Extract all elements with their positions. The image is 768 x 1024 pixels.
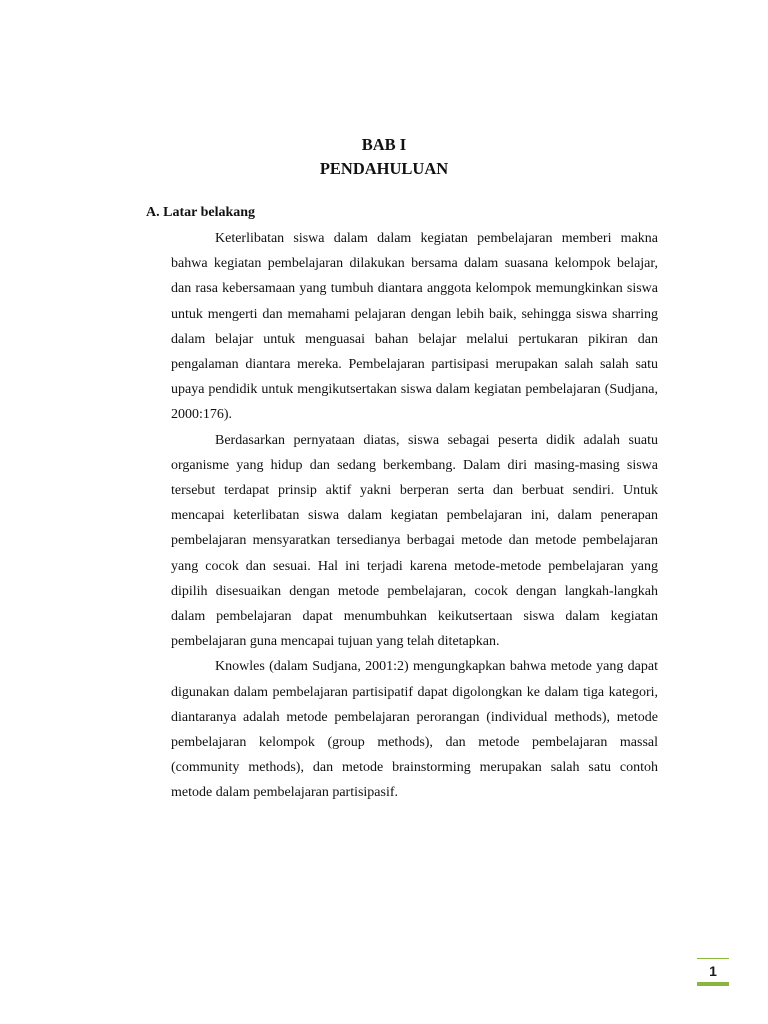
paragraph-1: Keterlibatan siswa dalam dalam kegiatan pembelajaran memberi makna bahwa kegiatan pembelajaran dilakukan bersama dalam suasana kelompok belajar, dan rasa kebersamaan yang tumbuh diantara anggota kelompok memungkinkan siswa untuk mengerti dan memahami pelajaran dengan lebih baik, sehingga siswa sharring dalam belajar untuk menguasai bahan belajar melalui pertukaran pikiran dan pengalaman diantara mereka. Pembelajaran partisipasi merupakan salah salah satu upaya pendidik untuk mengikutsertakan siswa dalam kegiatan pembelajaran (Sudjana, 2000:176). — [171, 231, 658, 423]
chapter-name: PENDAHULUAN — [319, 159, 449, 178]
chapter-title — [0, 133, 768, 181]
page-number-bottom-rule — [697, 982, 729, 986]
paragraph-3: Knowles (dalam Sudjana, 2001:2) mengungkapkan bahwa metode yang dapat digunakan dalam pembelajaran partisipatif dapat digolongkan ke dalam tiga kategori, diantaranya adalah metode pembelajaran perorangan (individual methods), metode pembelajaran kelompok (group methods), dan metode pembelajaran massal (community methods), dan metode brainstorming merupakan salah satu contoh metode dalam pembelajaran partisipasif. — [171, 659, 658, 801]
section-heading: A. Latar belakang — [146, 205, 256, 220]
body-text — [171, 226, 658, 806]
page-number: 1 — [709, 963, 717, 979]
chapter-number: BAB I — [361, 135, 407, 154]
page-number-box — [697, 958, 729, 986]
paragraph-2: Berdasarkan pernyataan diatas, siswa sebagai peserta didik adalah suatu organisme yang hidup dan sedang berkembang. Dalam diri masing-masing siswa tersebut terdapat prinsip aktif yakni berperan serta dan berbuat sendiri. Untuk mencapai keterlibatan siswa dalam kegiatan pembelajaran ini, dalam penerapan pembelajaran mensyaratkan tersedianya berbagai metode dan metode pembelajaran yang cocok dan sesuai. Hal ini terjadi karena metode-metode pembelajaran yang dipilih disesuaikan dengan metode pembelajaran, cocok dengan langkah-langkah dalam pembelajaran dapat menumbuhkan keikutsertaan siswa dalam kegiatan pembelajaran guna mencapai tujuan yang telah ditetapkan. — [171, 432, 658, 650]
page-number-top-rule — [697, 958, 729, 959]
